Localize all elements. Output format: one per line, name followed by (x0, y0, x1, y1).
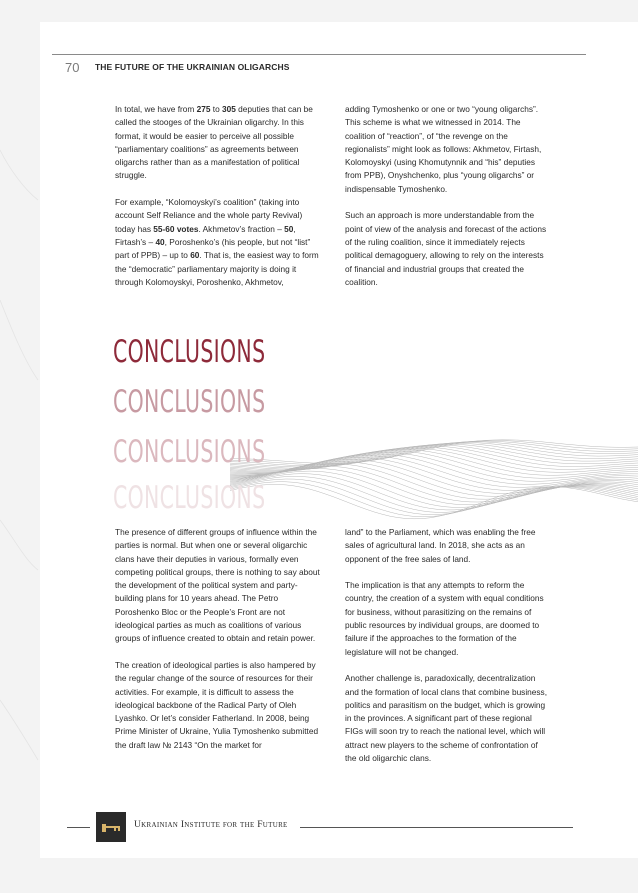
wave-line (230, 476, 638, 512)
section-heading-echo: CONCLUSIONS (113, 480, 266, 516)
paragraph: The presence of different groups of influence within the parties is normal. But when one or several oligarchic clans have their deputies in various, formally even competing political groups, there is nothing to say about the development of the political system and party-building plans for 10 years ahead. The Petro Poroshenko Bloc or the People’s Front are not ideological parties as much as coalitions of various groups of influence created to obtain and retain power. (115, 527, 320, 644)
footer-rule-right (300, 827, 573, 828)
section-heading-echo: CONCLUSIONS (113, 434, 266, 470)
key-icon (96, 812, 126, 842)
paragraph: In total, we have from 275 to 305 deputies that can be called the stooges of the Ukrainian oligarchy. In this format, it would be easier to perceive all possible “parliamentary coalitions” as agreements between oligarchs rather than as a manifestation of political struggle. (115, 104, 313, 181)
paragraph: Another challenge is, paradoxically, decentralization and the formation of local clans that combine business, politics and parasitism on the budget, which is growing in the provinces. A significant part of these regional FIGs will soon try to reach the national level, which will attract new players to the scheme of confrontation of the old oligarchic clans. (345, 673, 548, 764)
paragraph: Such an approach is more understandable from the point of view of the analysis and forecast of the actions of the ruling coalition, since it immediately rejects political demagoguery, allowing to rely on the interests of financial and industrial groups that created the coalition. (345, 210, 547, 287)
text-column-top-left (115, 103, 320, 302)
paragraph: For example, “Kolomoyskyi’s coalition” (taking into account Self Reliance and the whole party Revival) today has 55-60 votes. Akhmetov’s fraction – 50, Firtash’s – 40, Poroshenko’s (his people, but not “list” part of PPB) – up to 60. That is, the easiest way to form the “democratic” parliamentary majority is doing it through Kolomoyskyi, Poroshenko, Akhmetov, (115, 197, 319, 287)
page-number: 70 (65, 60, 80, 75)
paragraph: The implication is that any attempts to reform the country, the creation of a system with equal conditions for business, without parasitizing on the remains of public resources by individual groups, are doomed to failure if the approaches to the formation of the legislature will not be changed. (345, 580, 544, 657)
text-column-top-right (345, 103, 550, 302)
paragraph: The creation of ideological parties is also hampered by the regular change of the source of resources for their activities. For example, it is difficult to assess the ideological backbone of the Radical Party of Oleh Lyashko. Or let’s consider Fatherland. In 2008, being Prime Minister of Ukraine, Yulia Tymoshenko submitted the draft law № 2143 “On the market for (115, 659, 319, 750)
decorative-wave-graphic (230, 420, 638, 530)
wave-line (230, 485, 638, 519)
text-column-bottom-left (115, 526, 320, 765)
text-column-bottom-right (345, 526, 550, 779)
paragraph: land” to the Parliament, which was enabling the free sales of agricultural land. In 2018, she acts as an opponent of the free sales of land. (345, 527, 536, 564)
footer-rule-left (67, 827, 90, 828)
header-rule (52, 54, 586, 55)
wave-line (230, 450, 638, 476)
running-header-title: THE FUTURE OF THE UKRAINIAN OLIGARCHS (95, 62, 290, 72)
paragraph: adding Tymoshenko or one or two “young oligarchs”. This scheme is what we witnessed in 2014. The coalition of “reaction”, of “the revenge on the regionalists” might look as follows: Akhmetov, Firtash, Kolomoyskyi (using Khomutynnik and “his” deputies from PPB), Onyshchenko, plus “young oligarchs” or indispensable Tymoshenko. (345, 104, 542, 194)
section-heading: CONCLUSIONS (113, 334, 266, 370)
footer-institute-name: Ukrainian Institute for the Future (134, 820, 288, 830)
section-heading-echo: CONCLUSIONS (113, 384, 266, 420)
wave-line (230, 442, 638, 467)
